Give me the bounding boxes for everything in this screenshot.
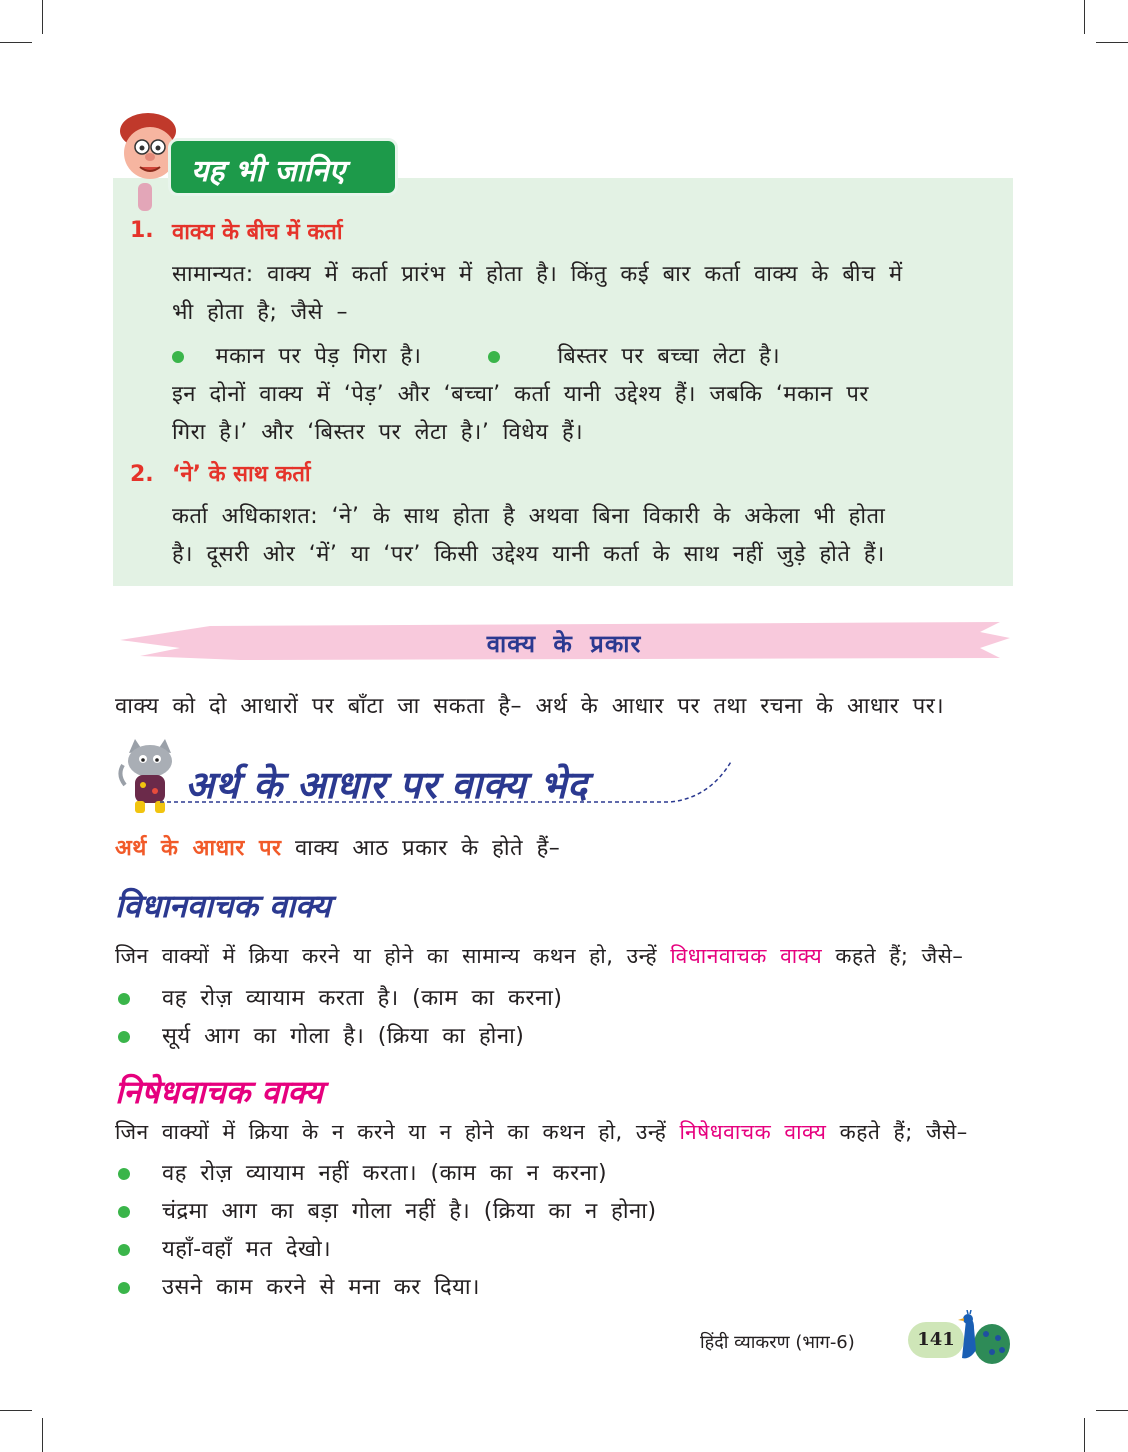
affirmative-definition: [115, 942, 963, 970]
example-text: मकान पर पेड़ गिरा है।: [215, 344, 422, 369]
crop-mark: [1084, 1418, 1085, 1452]
negative-heading: निषेधवाचक वाक्य: [115, 1073, 324, 1111]
definition-text: कहते हैं; जैसे–: [826, 1120, 968, 1144]
list-item-text: वह रोज़ व्यायाम नहीं करता। (काम का न करना): [162, 1161, 608, 1186]
know-tab: [168, 138, 398, 196]
bullet-icon: [172, 351, 184, 363]
item-heading: वाक्य के बीच में कर्ता: [172, 220, 343, 245]
item-number: 2.: [130, 462, 154, 487]
section-intro-rest: वाक्य आठ प्रकार के होते हैं–: [281, 836, 561, 861]
section-intro: [115, 832, 560, 862]
bullet-icon: [118, 1031, 130, 1043]
definition-term: विधानवाचक वाक्य: [670, 944, 823, 968]
body-line: इन दोनों वाक्य में ‘पेड़’ और ‘बच्चा’ कर्ता यानी उद्देश्य हैं। जबकि ‘मकान पर: [172, 382, 869, 407]
list-item: [118, 1020, 524, 1050]
example-line: [488, 340, 780, 370]
example-text: बिस्तर पर बच्चा लेटा है।: [557, 344, 781, 369]
list-item-text: वह रोज़ व्यायाम करता है। (काम का करना): [162, 986, 563, 1011]
crop-mark: [0, 1410, 32, 1411]
definition-text: जिन वाक्यों में क्रिया के न करने या न होने का कथन हो, उन्हें: [115, 1120, 680, 1144]
bullet-icon: [118, 1244, 130, 1256]
bullet-icon: [488, 351, 500, 363]
page-number: 141: [908, 1322, 964, 1358]
footer-book-title: हिंदी व्याकरण (भाग-6): [700, 1332, 855, 1353]
list-item: [118, 1233, 331, 1263]
crop-mark: [1096, 42, 1128, 43]
item-heading: ‘ने’ के साथ कर्ता: [172, 462, 311, 487]
body-line: सामान्यत: वाक्य में कर्ता प्रारंभ में होता है। किंतु कई बार कर्ता वाक्य के बीच में: [172, 262, 903, 287]
types-banner-title: वाक्य के प्रकार: [486, 630, 642, 658]
list-item: [118, 1157, 607, 1187]
know-tab-label: यह भी जानिए: [191, 154, 346, 189]
item-number: 1.: [130, 218, 154, 243]
crop-mark: [1084, 0, 1085, 34]
definition-text: जिन वाक्यों में क्रिया करने या होने का सामान्य कथन हो, उन्हें: [115, 944, 671, 968]
crop-mark: [42, 1418, 43, 1452]
list-item: [118, 982, 562, 1012]
bullet-icon: [118, 1206, 130, 1218]
definition-term: निषेधवाचक वाक्य: [679, 1120, 827, 1144]
peacock-icon: [952, 1310, 1012, 1368]
bullet-icon: [118, 1168, 130, 1180]
list-item-text: सूर्य आग का गोला है। (क्रिया का होना): [162, 1024, 525, 1049]
list-item: [118, 1195, 657, 1225]
list-item: [118, 1271, 480, 1301]
section-underline: [150, 758, 735, 806]
types-intro: वाक्य को दो आधारों पर बाँटा जा सकता है– अर्थ के आधार पर तथा रचना के आधार पर।: [115, 694, 945, 719]
body-line: है। दूसरी ओर ‘में’ या ‘पर’ किसी उद्देश्य यानी कर्ता के साथ नहीं जुड़े होते हैं।: [172, 542, 885, 567]
body-line: भी होता है; जैसे –: [172, 300, 349, 325]
bullet-icon: [118, 1282, 130, 1294]
definition-text: कहते हैं; जैसे–: [822, 944, 964, 968]
section-intro-highlight: अर्थ के आधार पर: [115, 836, 282, 861]
list-item-text: उसने काम करने से मना कर दिया।: [162, 1275, 480, 1300]
body-line: गिरा है।’ और ‘बिस्तर पर लेटा है।’ विधेय हैं।: [172, 420, 584, 445]
section-title: अर्थ के आधार पर वाक्य भेद: [185, 763, 588, 807]
crop-mark: [0, 42, 32, 43]
bullet-icon: [118, 993, 130, 1005]
example-line: [172, 340, 422, 370]
negative-definition: [115, 1118, 968, 1146]
affirmative-heading: विधानवाचक वाक्य: [115, 887, 331, 925]
crop-mark: [1096, 1410, 1128, 1411]
crop-mark: [42, 0, 43, 34]
list-item-text: चंद्रमा आग का बड़ा गोला नहीं है। (क्रिया का न होना): [162, 1199, 657, 1224]
body-line: कर्ता अधिकाशत: ‘ने’ के साथ होता है अथवा बिना विकारी के अकेला भी होता: [172, 504, 886, 529]
list-item-text: यहाँ-वहाँ मत देखो।: [162, 1237, 332, 1262]
